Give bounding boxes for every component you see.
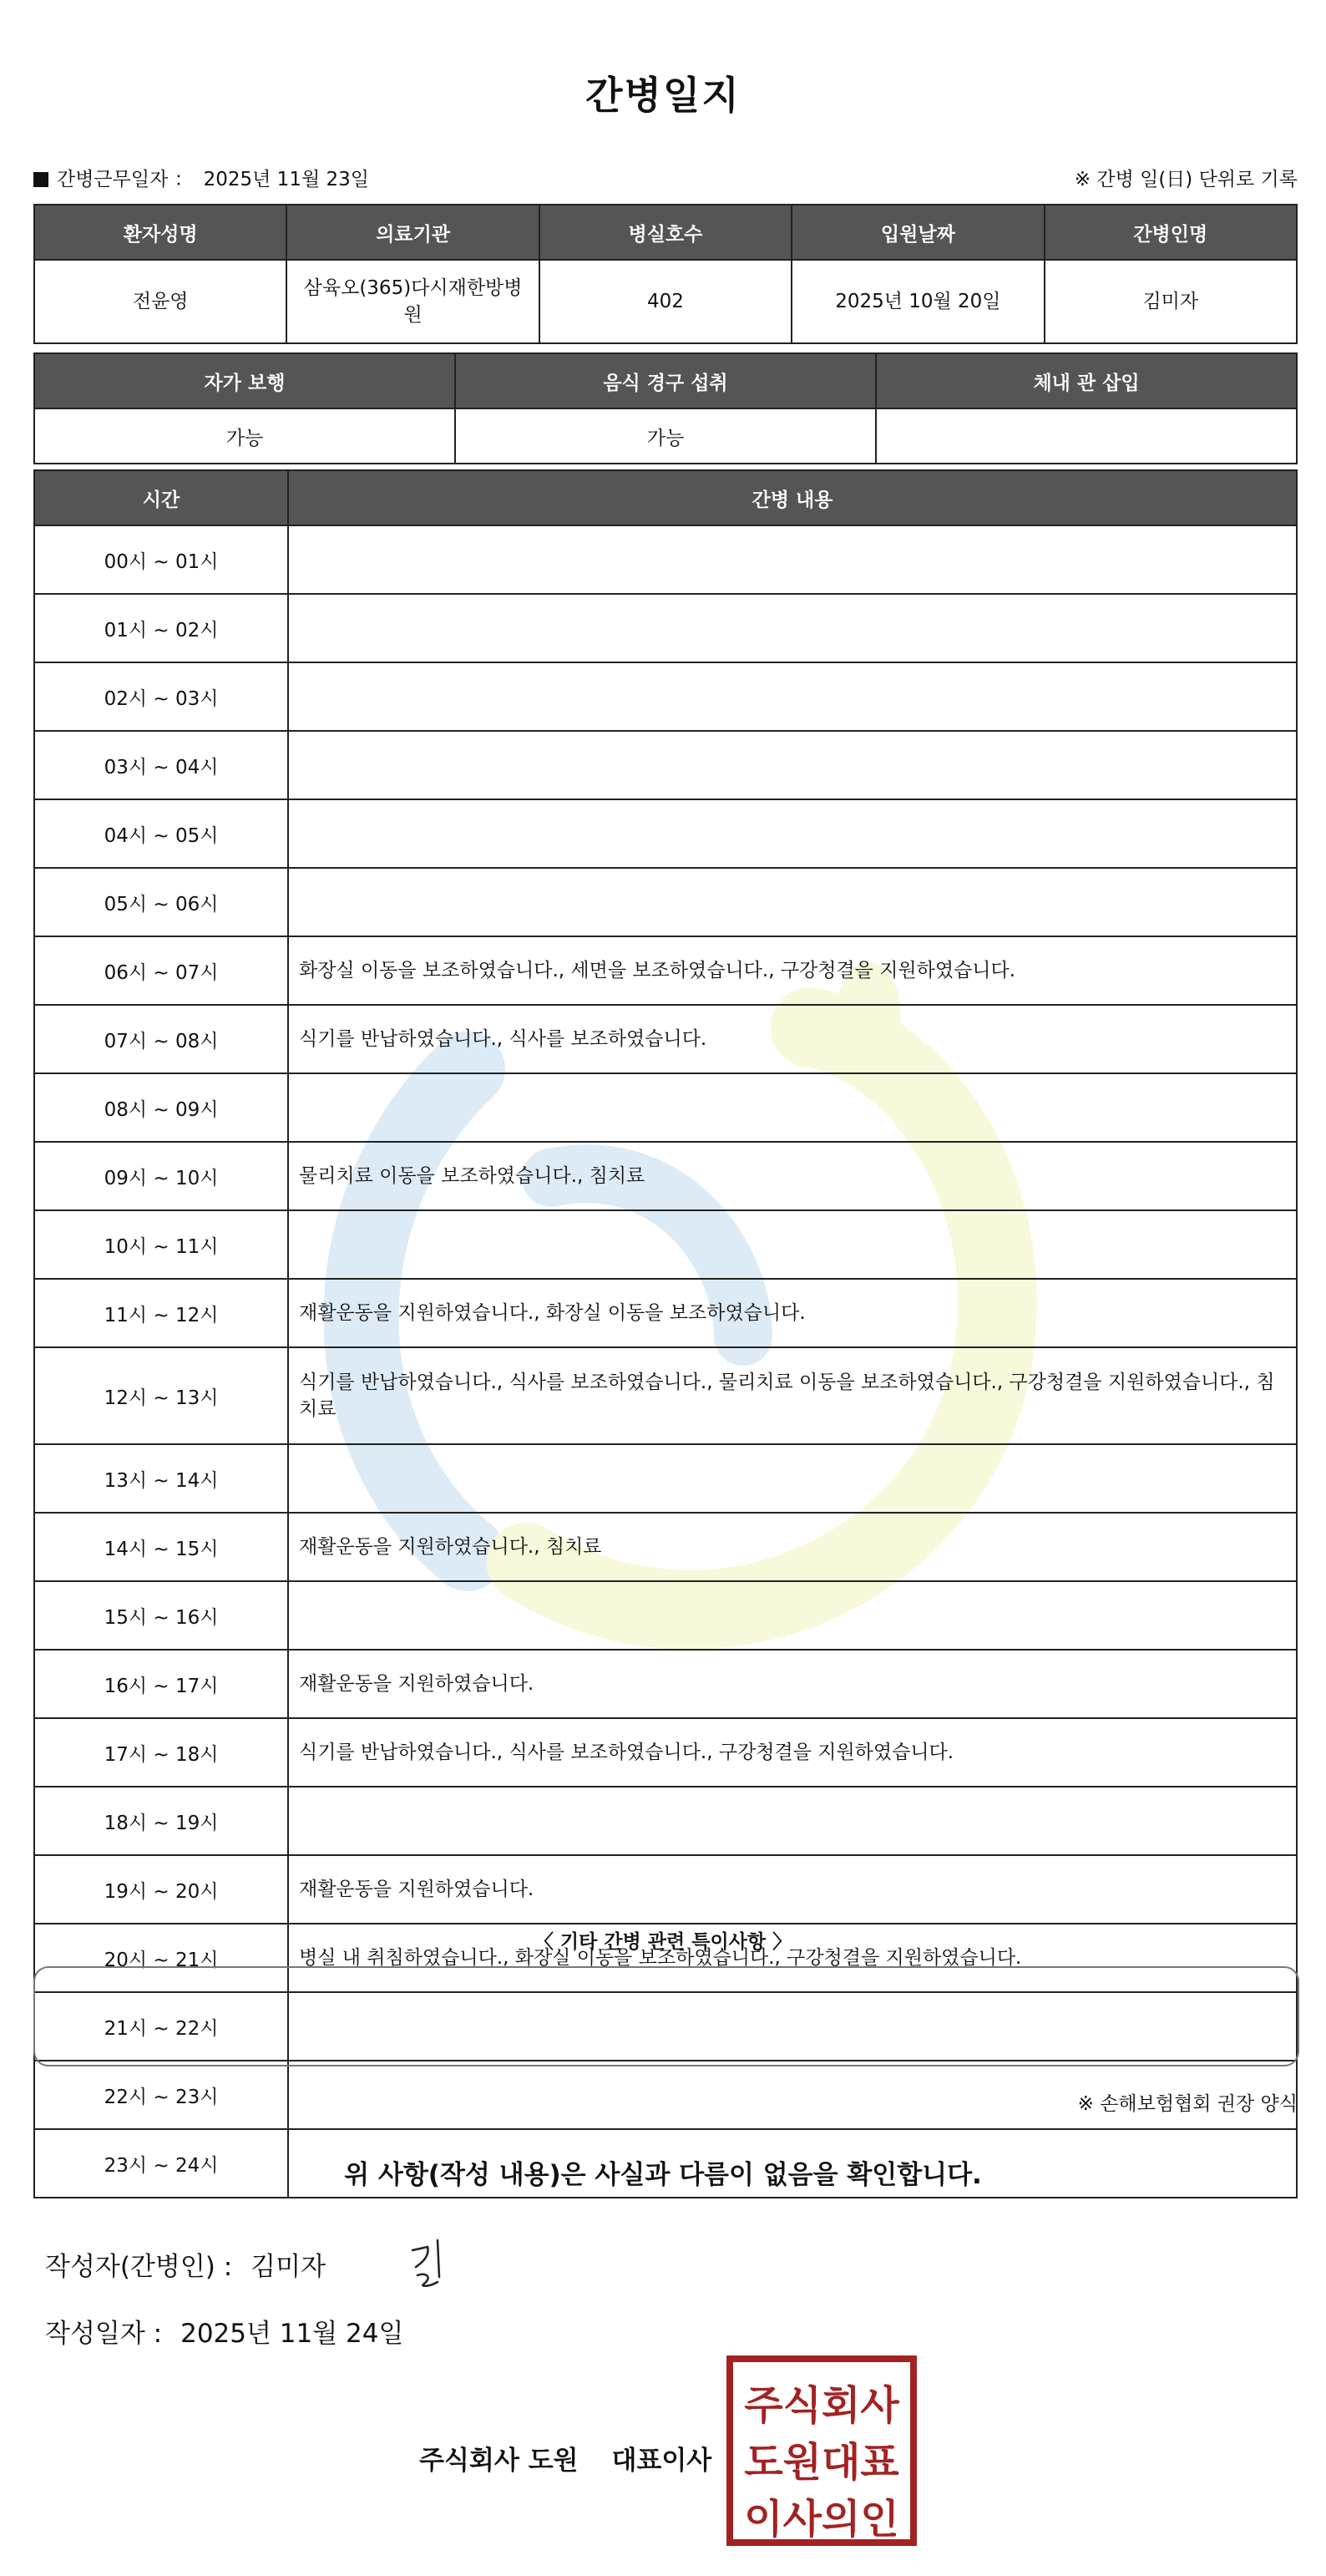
content-cell: [288, 662, 1297, 731]
header-hospital: 의료기관: [286, 205, 539, 260]
record-note: ※ 간병 일(日) 단위로 기록: [1074, 169, 1298, 190]
time-cell: 18시 ~ 19시: [34, 1787, 288, 1855]
time-cell: 03시 ~ 04시: [34, 731, 288, 799]
handwritten-signature: [404, 2235, 454, 2294]
work-date-line: [33, 164, 369, 191]
table-row: [34, 1650, 1297, 1718]
care-log-header-row: [34, 470, 1297, 525]
header-tube-insertion: 체내 관 삽입: [876, 353, 1297, 408]
time-cell: 06시 ~ 07시: [34, 936, 288, 1005]
patient-info-table: [33, 204, 1298, 344]
writer-line: [45, 2245, 326, 2283]
time-cell: 19시 ~ 20시: [34, 1855, 288, 1924]
time-cell: 14시 ~ 15시: [34, 1513, 288, 1581]
content-cell: 물리치료 이동을 보조하였습니다., 침치료: [288, 1142, 1297, 1210]
header-care-content: 간병 내용: [288, 470, 1297, 525]
header-admission-date: 입원날짜: [792, 205, 1044, 260]
content-cell: [288, 1073, 1297, 1142]
caregiver-name-value: 김미자: [1045, 260, 1297, 343]
time-cell: 07시 ~ 08시: [34, 1005, 288, 1073]
table-row: [34, 1513, 1297, 1581]
special-notes-label: 〈 기타 간병 관련 특이사항 〉: [534, 1931, 792, 1953]
self-walking-value: 가능: [34, 408, 455, 464]
company-seal-stamp: [726, 2355, 917, 2546]
recommended-form-note: ※ 손해보험협회 권장 양식: [1077, 2093, 1298, 2115]
written-date-value: 2025년 11월 24일: [180, 2319, 404, 2349]
time-cell: 05시 ~ 06시: [34, 868, 288, 936]
table-row: [34, 1005, 1297, 1073]
writer-label: 작성자(간병인) :: [45, 2252, 233, 2282]
content-cell: 재활운동을 지원하였습니다., 화장실 이동을 보조하였습니다.: [288, 1279, 1297, 1347]
time-cell: 09시 ~ 10시: [34, 1142, 288, 1210]
time-cell: 23시 ~ 24시: [34, 2129, 288, 2198]
table-row: [34, 731, 1297, 799]
time-cell: 08시 ~ 09시: [34, 1073, 288, 1142]
written-date-line: [45, 2312, 403, 2350]
patient-name-value: 전윤영: [34, 260, 286, 343]
time-cell: 21시 ~ 22시: [34, 1992, 288, 2061]
patient-status-header-row: [34, 353, 1297, 408]
table-row: [34, 1347, 1297, 1444]
time-cell: 17시 ~ 18시: [34, 1718, 288, 1787]
table-row: [34, 1279, 1297, 1347]
content-cell: [288, 1787, 1297, 1855]
time-cell: 20시 ~ 21시: [34, 1924, 288, 1992]
time-cell: 12시 ~ 13시: [34, 1347, 288, 1444]
time-cell: 10시 ~ 11시: [34, 1210, 288, 1279]
table-row: [34, 1073, 1297, 1142]
header-patient-name: 환자성명: [34, 205, 286, 260]
table-row: [34, 1718, 1297, 1787]
header-room-number: 병실호수: [539, 205, 792, 260]
content-cell: [288, 1444, 1297, 1513]
content-cell: 식기를 반납하였습니다., 식사를 보조하였습니다., 물리치료 이동을 보조하였습니다., 구강청결을 지원하였습니다., 침치료: [288, 1347, 1297, 1444]
patient-info-header-row: [34, 205, 1297, 260]
confirmation-statement: 위 사항(작성 내용)은 사실과 다름이 없음을 확인합니다.: [344, 2160, 982, 2190]
content-cell: 재활운동을 지원하였습니다., 침치료: [288, 1513, 1297, 1581]
patient-info-value-row: [34, 260, 1297, 343]
tube-insertion-value: [876, 408, 1297, 464]
seal-text-line-1: 주식회사: [744, 2382, 899, 2429]
patient-status-value-row: [34, 408, 1297, 464]
time-cell: 11시 ~ 12시: [34, 1279, 288, 1347]
room-number-value: 402: [539, 260, 792, 343]
time-cell: 15시 ~ 16시: [34, 1581, 288, 1650]
header-oral-intake: 음식 경구 섭취: [455, 353, 876, 408]
table-row: [34, 1855, 1297, 1924]
time-cell: 13시 ~ 14시: [34, 1444, 288, 1513]
square-bullet-icon: [33, 172, 48, 187]
content-cell: [288, 1581, 1297, 1650]
table-row: [34, 1787, 1297, 1855]
patient-status-table: [33, 352, 1298, 464]
content-cell: [288, 1210, 1297, 1279]
content-cell: 재활운동을 지원하였습니다.: [288, 1855, 1297, 1924]
time-cell: 00시 ~ 01시: [34, 525, 288, 594]
content-cell: 식기를 반납하였습니다., 식사를 보조하였습니다., 구강청결을 지원하였습니다.: [288, 1718, 1297, 1787]
table-row: [34, 662, 1297, 731]
header-self-walking: 자가 보행: [34, 353, 455, 408]
oral-intake-value: 가능: [455, 408, 876, 464]
document-title: 간병일지: [585, 73, 741, 118]
header-time: 시간: [34, 470, 288, 525]
company-line: [419, 2439, 711, 2477]
work-date-label: 간병근무일자 ：: [57, 169, 194, 190]
content-cell: [288, 868, 1297, 936]
table-row: [34, 594, 1297, 662]
table-row: [34, 799, 1297, 868]
content-cell: [288, 799, 1297, 868]
time-cell: 22시 ~ 23시: [34, 2061, 288, 2129]
seal-text-line-3: 이사의인: [744, 2496, 899, 2543]
table-row: [34, 936, 1297, 1005]
writer-name: 김미자: [251, 2252, 326, 2282]
hospital-value: 삼육오(365)다시재한방병원: [286, 260, 539, 343]
work-date-value: 2025년 11월 23일: [203, 169, 369, 190]
representative-title: 대표이사: [611, 2446, 712, 2476]
table-row: [34, 868, 1297, 936]
seal-text-line-2: 도원대표: [744, 2439, 899, 2486]
table-row: [34, 1210, 1297, 1279]
time-cell: 01시 ~ 02시: [34, 594, 288, 662]
table-row: [34, 1444, 1297, 1513]
header-caregiver-name: 간병인명: [1045, 205, 1297, 260]
admission-date-value: 2025년 10월 20일: [792, 260, 1044, 343]
content-cell: [288, 731, 1297, 799]
company-name: 주식회사 도원: [419, 2446, 579, 2476]
content-cell: 병실 내 취침하였습니다., 화장실 이동을 보조하였습니다., 구강청결을 지원하였습니다.: [288, 1924, 1297, 1992]
content-cell: [288, 525, 1297, 594]
time-cell: 04시 ~ 05시: [34, 799, 288, 868]
time-cell: 02시 ~ 03시: [34, 662, 288, 731]
special-notes-box: [33, 1966, 1299, 2066]
content-cell: 재활운동을 지원하였습니다.: [288, 1650, 1297, 1718]
table-row: [34, 1581, 1297, 1650]
table-row: [34, 525, 1297, 594]
time-cell: 16시 ~ 17시: [34, 1650, 288, 1718]
table-row: [34, 1142, 1297, 1210]
content-cell: [288, 594, 1297, 662]
content-cell: 식기를 반납하였습니다., 식사를 보조하였습니다.: [288, 1005, 1297, 1073]
content-cell: 화장실 이동을 보조하였습니다., 세면을 보조하였습니다., 구강청결을 지원하였습니다.: [288, 936, 1297, 1005]
written-date-label: 작성일자 :: [45, 2319, 163, 2349]
